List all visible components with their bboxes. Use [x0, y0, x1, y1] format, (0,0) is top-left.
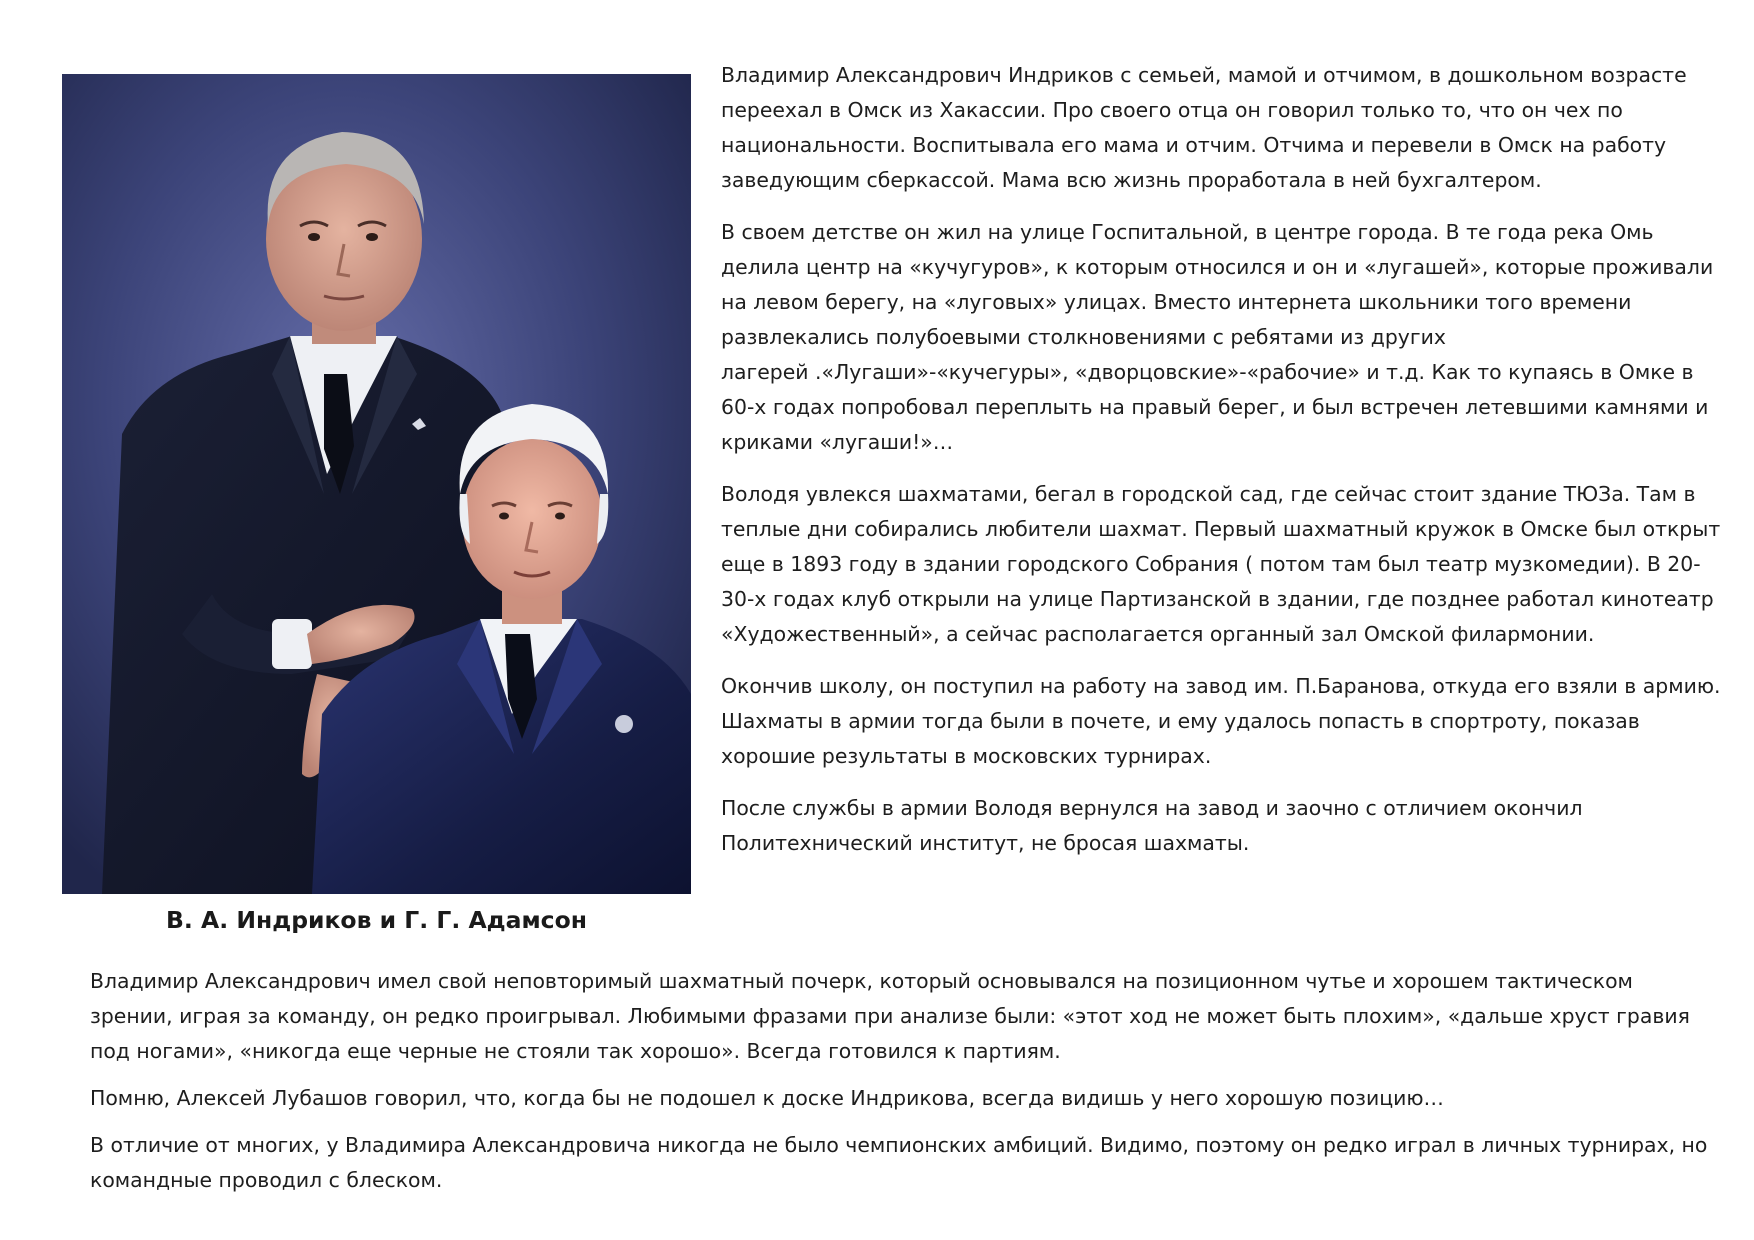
- paragraph: После службы в армии Володя вернулся на завод и заочно с отличием окончил Политехнический институт, не бросая шахматы.: [721, 796, 1583, 855]
- portrait-illustration: [62, 74, 691, 894]
- photo-caption: В. А. Индриков и Г. Г. Адамсон: [166, 906, 587, 934]
- bottom-text-column: [90, 964, 1730, 1210]
- paragraph: Окончив школу, он поступил на работу на завод им. П.Баранова, откуда его взяли в армию. Шахматы в армии тогда были в почете, и ему удалось попасть в спортроту, показав хорошие результаты в московских турнирах.: [721, 674, 1721, 768]
- paragraph: Помню, Алексей Лубашов говорил, что, когда бы не подошел к доске Индрикова, всегда видишь у него хорошую позицию…: [90, 1086, 1444, 1110]
- paragraph: В отличие от многих, у Владимира Александровича никогда не было чемпионских амбиций. Видимо, поэтому он редко играл в личных турнирах, но командные проводил с блеском.: [90, 1133, 1708, 1192]
- paragraph: Владимир Александрович имел свой неповторимый шахматный почерк, который основывался на позиционном чутье и хорошем тактическом зрении, играя за команду, он редко проигрывал. Любимыми фразами при анализе были: «этот ход не может быть плохим», «дальше хруст гравия под ногами», «никогда еще черные не стояли так хорошо». Всегда готовился к партиям.: [90, 969, 1690, 1063]
- paragraph: В своем детстве он жил на улице Госпитальной, в центре города. В те года река Омь делила центр на «кучугуров», к которым относился и он и «лугашей», которые проживали на левом берегу, на «луговых» улицах. Вместо интернета школьники того времени развлекались полубоевыми столкновениями с ребятами из других лагерей .«Лугаши»-«кучегуры», «дворцовские»-«рабочие» и т.д. Как то купаясь в Омке в 60-х годах попробовал переплыть на правый берег, и был встречен летевшими камнями и криками «лугаши!»…: [721, 220, 1714, 454]
- paragraph: Володя увлекся шахматами, бегал в городской сад, где сейчас стоит здание ТЮЗа. Там в теплые дни собирались любители шахмат. Первый шахматный кружок в Омске был открыт еще в 1893 году в здании городского Собрания ( потом там был театр музкомедии). В 20- 30-х годах клуб открыли на улице Партизанской в здании, где позднее работал кинотеатр «Художественный», а сейчас располагается органный зал Омской филармонии.: [721, 482, 1721, 646]
- paragraph: Владимир Александрович Индриков с семьей, мамой и отчимом, в дошкольном возрасте переехал в Омск из Хакассии. Про своего отца он говорил только то, что он чех по национальности. Воспитывала его мама и отчим. Отчима и перевели в Омск на работу заведующим сберкассой. Мама всю жизнь проработала в ней бухгалтером.: [721, 63, 1687, 192]
- right-text-column: [721, 58, 1721, 878]
- portrait-photo: [62, 74, 691, 894]
